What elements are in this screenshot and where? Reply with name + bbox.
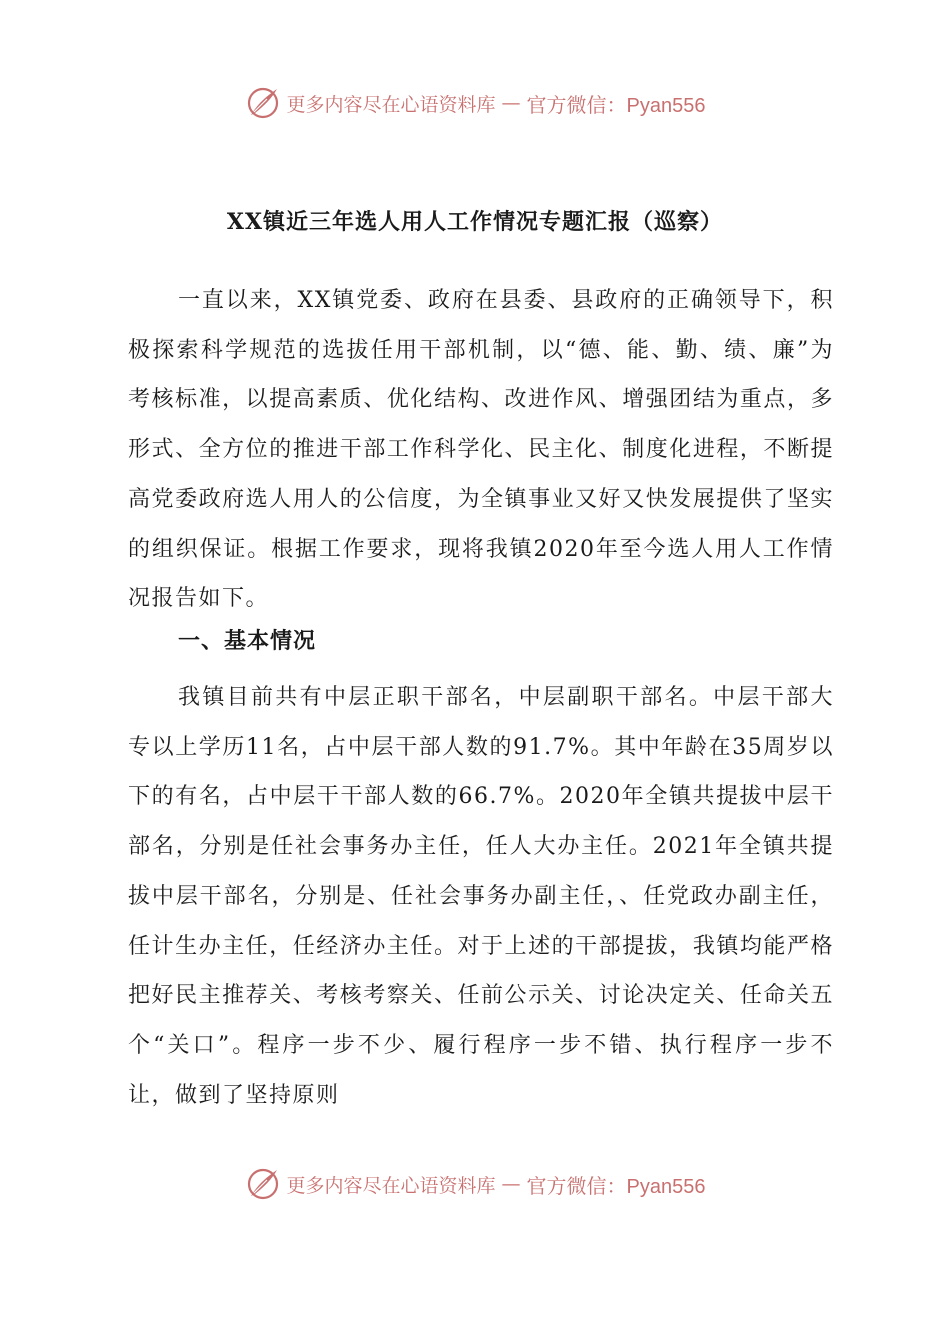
intro-paragraph: 一直以来，XX镇党委、政府在县委、县政府的正确领导下，积极探索科学规范的选拔任用干部机制，以“德、能、勤、绩、廉”为考核标准，以提高素质、优化结构、改进作风、增强团结为重点，多形式、全方位的推进干部工作科学化、民主化、制度化进程，不断提高党委政府选人用人的公信度，为全镇事业又好又快发展提供了坚实的组织保证。根据工作要求，现将我镇2020年至今选人用人工作情况报告如下。 <box>128 288 834 612</box>
quill-pen-logo-icon <box>245 85 281 121</box>
section-1-paragraph: 我镇目前共有中层正职干部名，中层副职干部名。中层干部大专以上学历11名，占中层干部人数的91.7%。其中年龄在35周岁以下的有名，占中层干干部人数的66.7%。2020年全镇共提拔中层干部名，分别是任社会事务办主任，任人大办主任。2021年全镇共提拔中层干部名，分别是、任社会事务办副主任，、任党政办副主任，任计生办主任，任经济办主任。对于上述的干部提拔，我镇均能严格把好民主推荐关、考核考察关、任前公示关、讨论决定关、任命关五个“关口”。程序一步不少、履行程序一步不错、执行程序一步不让，做到了坚持原则 <box>128 685 834 1108</box>
section-1-heading: 一、基本情况 <box>178 629 317 654</box>
header-brand-text: 更多内容尽在心语资料库 <box>286 93 496 116</box>
header-separator: — <box>501 92 521 114</box>
footer-brand-text: 更多内容尽在心语资料库 <box>286 1174 496 1197</box>
document-title: XX镇近三年选人用人工作情况专题汇报（巡察） <box>226 209 724 235</box>
footer-separator: — <box>501 1173 521 1195</box>
footer-wechat-text: 官方微信：Pyan556 <box>526 1175 706 1198</box>
header-watermark-banner <box>0 81 950 125</box>
footer-watermark-banner <box>0 1162 950 1206</box>
header-wechat-text: 官方微信：Pyan556 <box>526 94 706 117</box>
quill-pen-logo-icon <box>245 1166 281 1202</box>
